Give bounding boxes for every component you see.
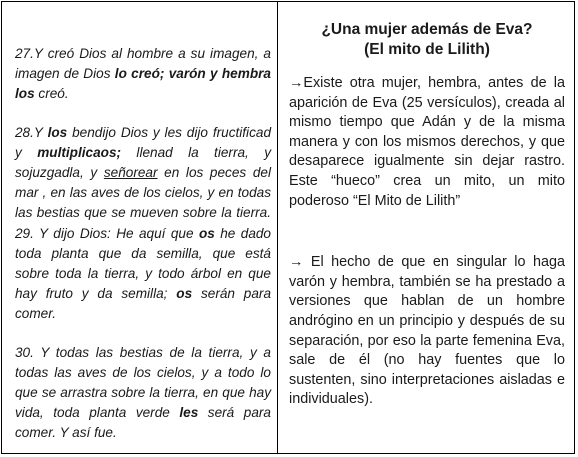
commentary-paragraph-2: → El hecho de que en singular lo haga varón y hembra, también se ha prestado a versiones que hablan de un hombre andrógino en un principio y después de su separación, por eso la parte femenina Eva, sale de él (no hay fuentes que lo sustenten, sino interpretaciones aisladas e individuales). xyxy=(289,254,565,408)
commentary-column xyxy=(278,2,574,453)
commentary-paragraph-1: →Existe otra mujer, hembra, antes de la aparición de Eva (25 versículos), creada al mismo tiempo que Adán y de la misma manera y con los mismos derechos, y que desaparece igualmente sin dejar rastro. Este “hueco” crea un mito, un mito poderoso “El Mito de Lilith” xyxy=(289,75,565,209)
commentary-title: ¿Una mujer además de Eva? (El mito de Lilith) xyxy=(321,21,533,58)
verse-27: 27.Y creó Dios al hombre a su imagen, a imagen de Dios lo creó; varón y hembra los creó. xyxy=(15,46,271,102)
bible-text-column xyxy=(2,2,278,453)
two-column-table xyxy=(1,1,575,454)
verse-28-29: 28.Y los bendijo Dios y les dijo fructificad y multiplicaos; llenad la tierra, y sojuzgadla, y señorear en los peces del mar , en las aves de los cielos, y en todas las bestias que se mueven sobre la tierra. 29. Y dijo Dios: He aquí que os he dado toda planta que da semilla, que está sobre toda la tierra, y todo árbol en que hay fruto y da semilla; os serán para comer. xyxy=(15,124,272,322)
verse-30: 30. Y todas las bestias de la tierra, y a todas las aves de los cielos, y a todo lo que se arrastra sobre la tierra, en que hay vida, toda planta verde les será para comer. Y así fue. xyxy=(15,344,271,441)
